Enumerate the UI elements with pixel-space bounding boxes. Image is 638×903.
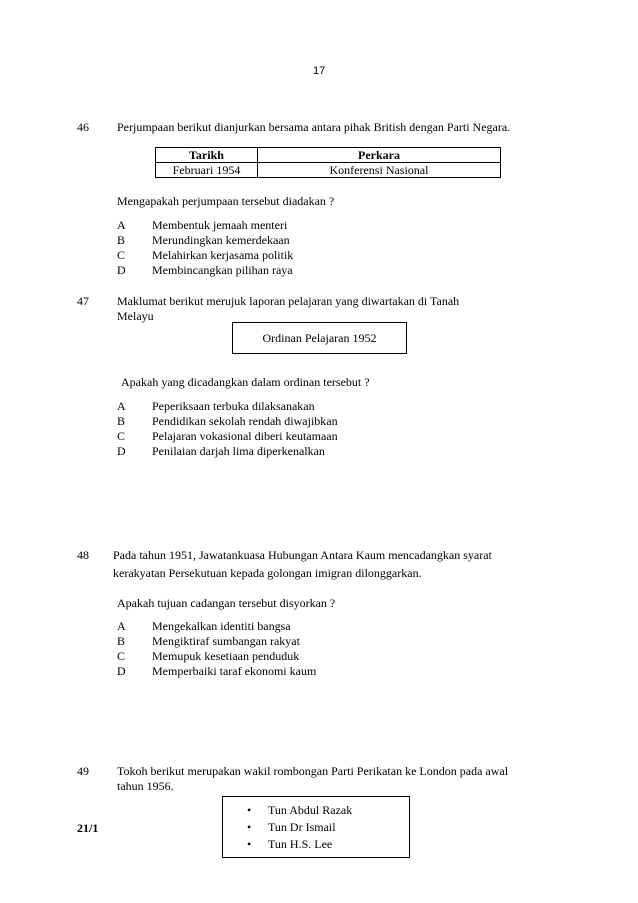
- q48-option-b-letter: B: [117, 634, 126, 648]
- q46-option-b-text: Merundingkan kemerdekaan: [152, 233, 290, 247]
- table-header-row: [156, 148, 501, 163]
- q46-option-c-text: Melahirkan kerjasama politik: [152, 248, 294, 262]
- question-48-prompt: Apakah tujuan cadangan tersebut disyorkan ?: [117, 596, 336, 610]
- question-48-stem-line-2: kerakyatan Persekutuan kepada golongan imigran dilonggarkan.: [113, 566, 422, 580]
- q48-option-b-text: Mengiktiraf sumbangan rakyat: [152, 634, 300, 648]
- question-48-number: 48: [77, 548, 89, 562]
- table-header-perkara: Perkara: [258, 148, 501, 163]
- list-item: [223, 820, 409, 834]
- question-48-stem-line-1: Pada tahun 1951, Jawatankuasa Hubungan Antara Kaum mencadangkan syarat: [113, 548, 492, 562]
- list-item-text: Tun Dr Ismail: [268, 820, 336, 834]
- q48-option-a-text: Mengekalkan identiti bangsa: [152, 619, 291, 633]
- question-47-stem-line-1: Maklumat berikut merujuk laporan pelajaran yang diwartakan di Tanah: [117, 294, 460, 308]
- question-47-stem-line-2: Melayu: [117, 309, 154, 323]
- q48-option-c-letter: C: [117, 649, 126, 663]
- table-row: [156, 163, 501, 178]
- question-46-prompt: Mengapakah perjumpaan tersebut diadakan ?: [117, 194, 335, 208]
- question-49-stem-line-1: Tokoh berikut merupakan wakil rombongan Parti Perikatan ke London pada awal: [117, 764, 509, 778]
- q47-option-d-text: Penilaian darjah lima diperkenalkan: [152, 444, 325, 458]
- q47-option-a-letter: A: [117, 399, 126, 413]
- q47-option-a-text: Peperiksaan terbuka dilaksanakan: [152, 399, 315, 413]
- question-47-prompt: Apakah yang dicadangkan dalam ordinan tersebut ?: [121, 375, 370, 389]
- question-49-stem-line-2: tahun 1956.: [117, 779, 174, 793]
- list-item-text: Tun Abdul Razak: [268, 803, 353, 817]
- question-47-info-box: [232, 322, 407, 354]
- q47-option-b-letter: B: [117, 414, 126, 428]
- question-46-table: [155, 147, 501, 178]
- table-header-tarikh: Tarikh: [156, 148, 258, 163]
- question-49-list-box: [222, 796, 410, 858]
- list-item: [223, 803, 409, 817]
- q46-option-d-text: Membincangkan pilihan raya: [152, 263, 293, 277]
- q48-option-a-letter: A: [117, 619, 126, 633]
- question-47-number: 47: [77, 294, 89, 308]
- q48-option-d-text: Memperbaiki taraf ekonomi kaum: [152, 664, 317, 678]
- q47-option-b-text: Pendidikan sekolah rendah diwajibkan: [152, 414, 338, 428]
- q47-option-c-text: Pelajaran vokasional diberi keutamaan: [152, 429, 338, 443]
- q46-option-b-letter: B: [117, 233, 126, 247]
- q46-option-d-letter: D: [117, 263, 126, 277]
- bullet-icon: •: [247, 837, 252, 851]
- list-item: [223, 837, 409, 851]
- page-number: 17: [313, 65, 326, 77]
- question-49-number: 49: [77, 764, 89, 778]
- q47-option-c-letter: C: [117, 429, 126, 443]
- q46-option-a-text: Membentuk jemaah menteri: [152, 218, 288, 232]
- bullet-icon: •: [247, 820, 252, 834]
- q46-option-c-letter: C: [117, 248, 126, 262]
- info-box-text: Ordinan Pelajaran 1952: [262, 330, 377, 345]
- table-cell-event: Konferensi Nasional: [258, 163, 501, 178]
- list-item-text: Tun H.S. Lee: [268, 837, 333, 851]
- q48-option-d-letter: D: [117, 664, 126, 678]
- q47-option-d-letter: D: [117, 444, 126, 458]
- question-46-number: 46: [77, 120, 89, 134]
- question-46-stem: Perjumpaan berikut dianjurkan bersama antara pihak British dengan Parti Negara.: [117, 120, 511, 134]
- paper-code: 21/1: [77, 821, 99, 835]
- q46-option-a-letter: A: [117, 218, 126, 232]
- table-cell-date: Februari 1954: [156, 163, 258, 178]
- q48-option-c-text: Memupuk kesetiaan penduduk: [152, 649, 300, 663]
- bullet-icon: •: [247, 803, 252, 817]
